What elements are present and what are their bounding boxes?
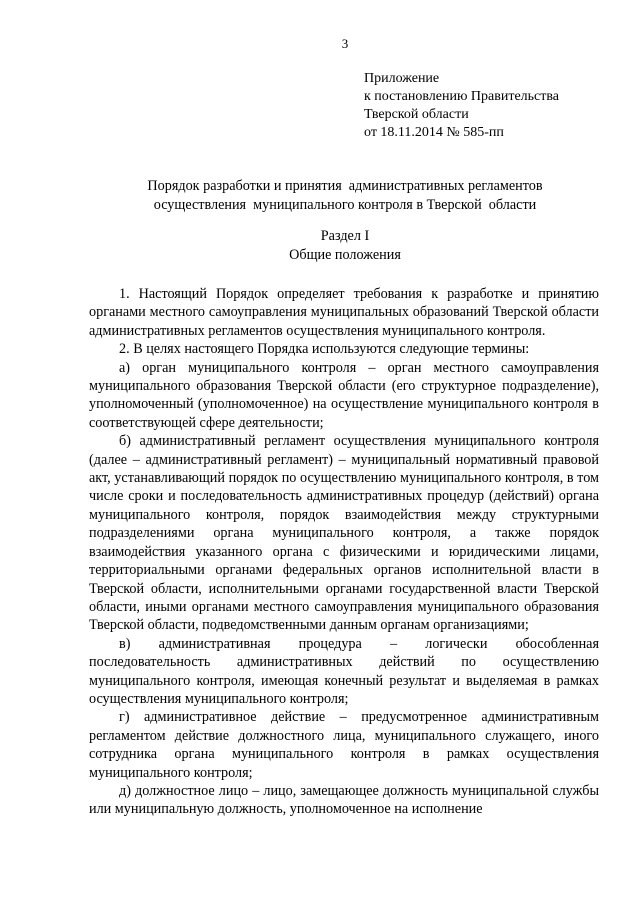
- section-name: Общие положения: [289, 247, 401, 263]
- appendix-line-2: к постановлению Правительства: [364, 89, 560, 104]
- paragraph-2: 2. В целях настоящего Порядка используются следующие термины:: [119, 341, 530, 358]
- section-heading: [80, 227, 610, 265]
- appendix-line-3: Тверской области: [364, 107, 469, 122]
- appendix-line-4: от 18.11.2014 № 585-пп: [364, 125, 504, 140]
- paragraph-3: а) орган муниципального контроля – орган местного самоуправления муниципального образования Тверской области (его структурное подразделение), уполномоченный (уполномоченное) на осуществление муниципального контроля в соответствующей сфере деятельности;: [89, 359, 599, 431]
- appendix-block: [364, 70, 624, 142]
- paragraph-7: д) должностное лицо – лицо, замещающее должность муниципальной службы или муниципальную должность, уполномоченное на исполнение: [89, 782, 599, 818]
- paragraph-5: в) административная процедура – логически обособленная последовательность административных действий по осуществлению муниципального контроля, имеющая конечный результат и выделяемая в рамках осуществления муниципального контроля;: [89, 635, 599, 707]
- title-line-2: осуществления муниципального контроля в Тверской области: [153, 197, 537, 213]
- page-number: 3: [341, 36, 349, 51]
- paragraph-1: 1. Настоящий Порядок определяет требования к разработке и принятию органами местного самоуправления муниципальных образований Тверской области административных регламентов осуществления муниципального контроля.: [89, 286, 599, 339]
- paragraph-4: б) административный регламент осуществления муниципального контроля (далее – административный регламент) – муниципальный нормативный правовой акт, устанавливающий порядок по осуществлению муниципального контроля, в том числе сроки и последовательность административных процедур (действий) органа муниципального контроля, порядок взаимодействия между структурными подразделениями органа муниципального контроля, а также порядок взаимодействия указанного органа с физическими и юридическими лицами, территориальными органами федеральных органов исполнительной власти в Тверской области, исполнительными органами государственной власти Тверской области, иными органами местного самоуправления муниципального образования Тверской области, подведомственными данным органам организациями;: [89, 433, 599, 634]
- title-line-1: Порядок разработки и принятия административных регламентов: [147, 178, 543, 194]
- appendix-line-1: Приложение: [364, 71, 440, 86]
- document-body: [89, 285, 599, 819]
- section-number: Раздел I: [320, 228, 370, 244]
- document-title: [80, 177, 610, 215]
- paragraph-6: г) административное действие – предусмотренное административным регламентом действие должностного лица, муниципального служащего, иного сотрудника органа муниципального контроля в рамках осуществления муниципального контроля;: [89, 709, 599, 781]
